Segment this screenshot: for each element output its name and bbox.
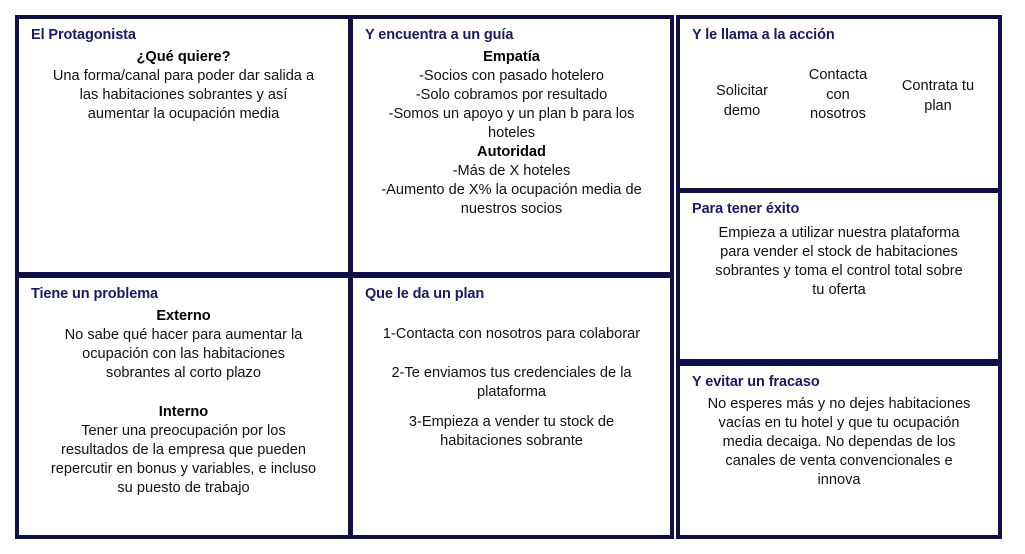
fracaso-line-4: canales de venta convencionales e [725,453,953,470]
cta-contacta-line-1: Contacta [808,67,868,84]
problema-interno-line-4: su puesto de trabajo [117,479,250,496]
exito-line-4: tu oferta [812,282,866,299]
guia-empatia-line-3: -Somos un apoyo y un plan b para los [388,106,635,123]
exito-line-1: Empieza a utilizar nuestra plataforma [718,225,960,242]
cta-contacta-line-2: con [826,86,850,103]
problema-spacer [29,383,338,403]
cta-row [690,66,988,125]
guia-autoridad-heading: Autoridad [477,143,546,160]
plan-spacer-1 [363,344,660,364]
problema-externo-line-2: ocupación con las habitaciones [82,346,285,363]
guia-empatia-line-1: -Socios con pasado hotelero [419,68,604,85]
panel-title-para-tener-exito: Para tener éxito [692,201,800,217]
guia-empatia-heading: Empatía [483,49,540,66]
panel-y-evitar-un-fracaso [676,362,1002,539]
problema-externo-heading: Externo [156,308,211,325]
panel-para-tener-exito [676,189,1002,363]
cta-solicitar-demo-line-1: Solicitar [716,83,768,100]
cta-contrata-line-1: Contrata tu [901,78,975,95]
cta-contacta-con-nosotros[interactable] [790,66,886,125]
guia-autoridad-line-2: -Aumento de X% la ocupación media de [381,181,642,198]
plan-spacer-2 [363,402,660,413]
panel-el-protagonista [15,15,352,276]
panel-title-que-le-da-un-plan: Que le da un plan [365,286,485,302]
panel-body-tiene-un-problema [29,307,338,498]
panel-body-para-tener-exito [690,224,988,300]
panel-body-el-protagonista [29,48,338,124]
panel-body-que-le-da-un-plan [363,325,660,451]
cta-solicitar-demo-line-2: demo [723,102,761,119]
problema-interno-line-3: repercutir en bonus y variables, e incluso [50,460,317,477]
guia-autoridad-line-3: nuestros socios [460,200,563,217]
panel-title-y-evitar-un-fracaso: Y evitar un fracaso [692,374,820,390]
problema-externo-line-1: No sabe qué hacer para aumentar la [64,327,303,344]
protagonista-subtitle: ¿Qué quiere? [136,49,231,66]
panel-title-el-protagonista: El Protagonista [31,27,136,43]
cta-solicitar-demo[interactable] [694,82,790,121]
plan-step-1-line-1: 1-Contacta con nosotros para colaborar [382,326,641,343]
fracaso-line-2: vacías en tu hotel y que tu ocupación [718,415,960,432]
plan-step-3-line-1: 3-Empieza a vender tu stock de [408,414,615,431]
problema-interno-line-1: Tener una preocupación por los [81,422,286,439]
fracaso-line-5: innova [817,472,861,488]
exito-line-3: sobrantes y toma el control total sobre [715,263,963,280]
fracaso-line-1: No esperes más y no dejes habitaciones [707,396,971,413]
panel-y-le-llama-a-la-accion [676,15,1002,192]
panel-body-y-evitar-un-fracaso [690,395,988,490]
panel-que-le-da-un-plan [349,274,674,539]
panel-title-y-le-llama-a-la-accion: Y le llama a la acción [692,27,835,43]
panel-tiene-un-problema [15,274,352,539]
guia-empatia-line-2: -Solo cobramos por resultado [415,87,608,104]
panel-body-y-encuentra-a-un-guia [363,48,660,219]
plan-step-2-line-2: plataforma [477,384,546,401]
cta-contrata-tu-plan[interactable] [886,77,990,116]
plan-step-3-line-2: habitaciones sobrante [440,433,583,449]
guia-empatia-line-4: hoteles [487,125,536,141]
problema-interno-heading: Interno [158,404,209,420]
guia-autoridad-line-1: -Más de X hoteles [452,162,571,179]
exito-line-2: para vender el stock de habitaciones [720,244,958,261]
problema-externo-line-3: sobrantes al corto plazo [106,365,261,382]
cta-contacta-line-3: nosotros [810,106,866,123]
protagonista-line-3: aumentar la ocupación media [87,106,280,123]
protagonista-line-2: las habitaciones sobrantes y así [79,87,288,104]
panel-y-encuentra-a-un-guia [349,15,674,276]
cta-contrata-line-2: plan [924,97,952,114]
plan-step-2-line-1: 2-Te enviamos tus credenciales de la [391,365,632,382]
protagonista-line-1: Una forma/canal para poder dar salida a [52,68,315,85]
panel-title-tiene-un-problema: Tiene un problema [31,286,158,302]
problema-interno-line-2: resultados de la empresa que pueden [60,441,307,458]
panel-title-y-encuentra-a-un-guia: Y encuentra a un guía [365,27,514,43]
fracaso-line-3: media decaiga. No dependas de los [722,434,956,451]
